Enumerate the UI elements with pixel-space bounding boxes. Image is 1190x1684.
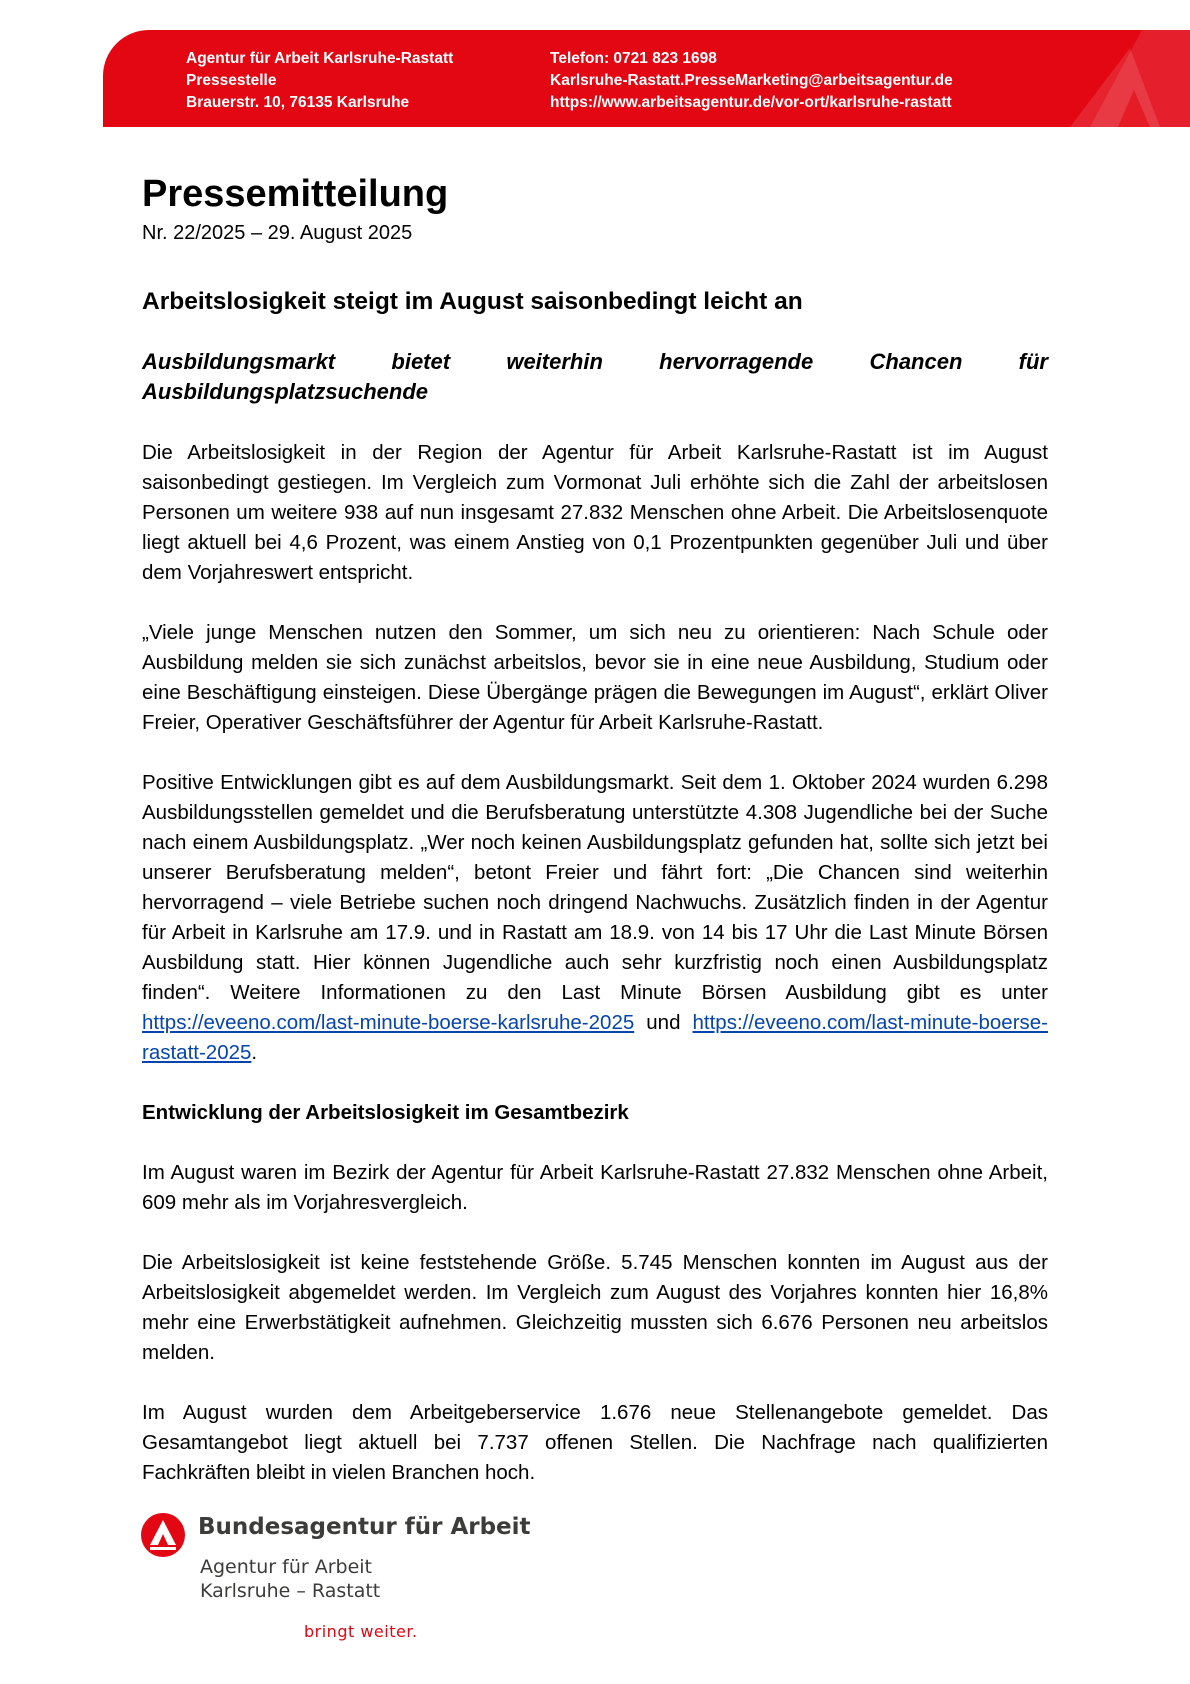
paragraph-flows: Die Arbeitslosigkeit ist keine feststehende Größe. 5.745 Menschen konnten im August aus der Arbeitslosigkeit abgemeldet werden. Im Vergleich zum August des Vorjahres konnten hier 16,8% mehr eine Erwerbstätigkeit aufnehmen. Gleichzeitig mussten sich 6.676 Personen neu arbeitslos melden. — [142, 1251, 1048, 1364]
header-street-address: Brauerstr. 10, 76135 Karlsruhe — [186, 94, 410, 111]
paragraph-job-offers: Im August wurden dem Arbeitgeberservice 1.676 neue Stellenangebote gemeldet. Das Gesamtangebot liegt aktuell bei 7.737 offenen Stellen. Die Nachfrage nach qualifizierten Fachkräften bleibt in vielen Branchen hoch. — [142, 1401, 1048, 1484]
header-department: Pressestelle — [186, 72, 277, 89]
footer-logo — [140, 1508, 531, 1648]
page-title: Pressemitteilung — [142, 173, 449, 215]
press-release-number-date: Nr. 22/2025 – 29. August 2025 — [142, 222, 413, 244]
header-phone: Telefon: 0721 823 1698 — [550, 50, 717, 67]
header-contact-address — [186, 48, 453, 114]
logo-brand-name: Bundesagentur für Arbeit — [198, 1514, 531, 1540]
header-decoration-icon — [1030, 30, 1190, 127]
logo-sub-line-2: Karlsruhe – Rastatt — [200, 1580, 381, 1602]
section-heading-gesamtbezirk: Entwicklung der Arbeitslosigkeit im Gesamtbezirk — [142, 1101, 629, 1124]
header-website[interactable]: https://www.arbeitsagentur.de/vor-ort/karlsruhe-rastatt — [550, 94, 952, 111]
logo-claim: bringt weiter. — [304, 1622, 418, 1641]
paragraph-unemployment-overview: Die Arbeitslosigkeit in der Region der Agentur für Arbeit Karlsruhe-Rastatt ist im August saisonbedingt gestiegen. Im Vergleich zum Vormonat Juli erhöhte sich die Zahl der arbeitslosen Personen um weitere 938 auf nun insgesamt 27.832 Menschen ohne Arbeit. Die Arbeitslosenquote liegt aktuell bei 4,6 Prozent, was einem Anstieg von 0,1 Prozentpunkten gegenüber Juli und über dem Vorjahreswert entspricht. — [142, 441, 1048, 584]
logo-sub-line-1: Agentur für Arbeit — [200, 1556, 373, 1578]
paragraph-training-market — [142, 768, 1048, 1068]
header-email[interactable]: Karlsruhe-Rastatt.PresseMarketing@arbeitsagentur.de — [550, 72, 953, 89]
paragraph-quote-freier: „Viele junge Menschen nutzen den Sommer, um sich neu zu orientieren: Nach Schule oder Ausbildung melden sie sich zunächst arbeitslos, bevor sie in eine neue Ausbildung, Studium oder eine Beschäftigung einsteigen. Diese Übergänge prägen die Bewegungen im August“, erklärt Oliver Freier, Operativer Geschäftsführer der Agentur für Arbeit Karlsruhe-Rastatt. — [142, 621, 1048, 734]
paragraph-training-market-text: Positive Entwicklungen gibt es auf dem Ausbildungsmarkt. Seit dem 1. Oktober 2024 wurden 6.298 Ausbildungsstellen gemeldet und die Berufsberatung unterstützte 4.308 Jugendliche bei der Suche nach einem Ausbildungsplatz. „Wer noch keinen Ausbildungsplatz gefunden hat, sollte sich jetzt bei unserer Berufsberatung melden“, betont Freier und fährt fort: „Die Chancen sind weiterhin hervorragend – viele Betriebe suchen noch dringend Nachwuchs. Zusätzlich finden in der Agentur für Arbeit in Karlsruhe am 17.9. und in Rastatt am 18.9. von 14 bis 17 Uhr die Last Minute Börsen Ausbildung statt. Hier können Jugendliche auch sehr kurzfristig noch einen Ausbildungsplatz finden“. Weitere Informationen zu den Last Minute Börsen Ausbildung gibt es unter — [142, 771, 1048, 1004]
press-body — [142, 438, 1048, 1518]
header-band — [103, 30, 1190, 127]
header-org-name: Agentur für Arbeit Karlsruhe-Rastatt — [186, 50, 454, 67]
link-last-minute-boerse-karlsruhe[interactable]: https://eveeno.com/last-minute-boerse-karlsruhe-2025 — [142, 1011, 635, 1034]
link-connector: und — [646, 1011, 681, 1034]
press-headline: Arbeitslosigkeit steigt im August saisonbedingt leicht an — [142, 288, 803, 315]
sentence-period: . — [251, 1041, 258, 1064]
paragraph-district-total: Im August waren im Bezirk der Agentur für Arbeit Karlsruhe-Rastatt 27.832 Menschen ohne Arbeit, 609 mehr als im Vorjahresvergleich. — [142, 1161, 1048, 1214]
ba-logo-icon — [140, 1512, 186, 1558]
link-last-minute-boerse-rastatt[interactable]: https://eveeno.com/last-minute-boerse-rastatt-2025 — [142, 1011, 1048, 1064]
header-contact-channels — [550, 48, 953, 114]
press-subheadline: Ausbildungsmarkt bietet weiterhin hervorragende Chancen für Ausbildungsplatzsuchende — [142, 349, 1048, 404]
